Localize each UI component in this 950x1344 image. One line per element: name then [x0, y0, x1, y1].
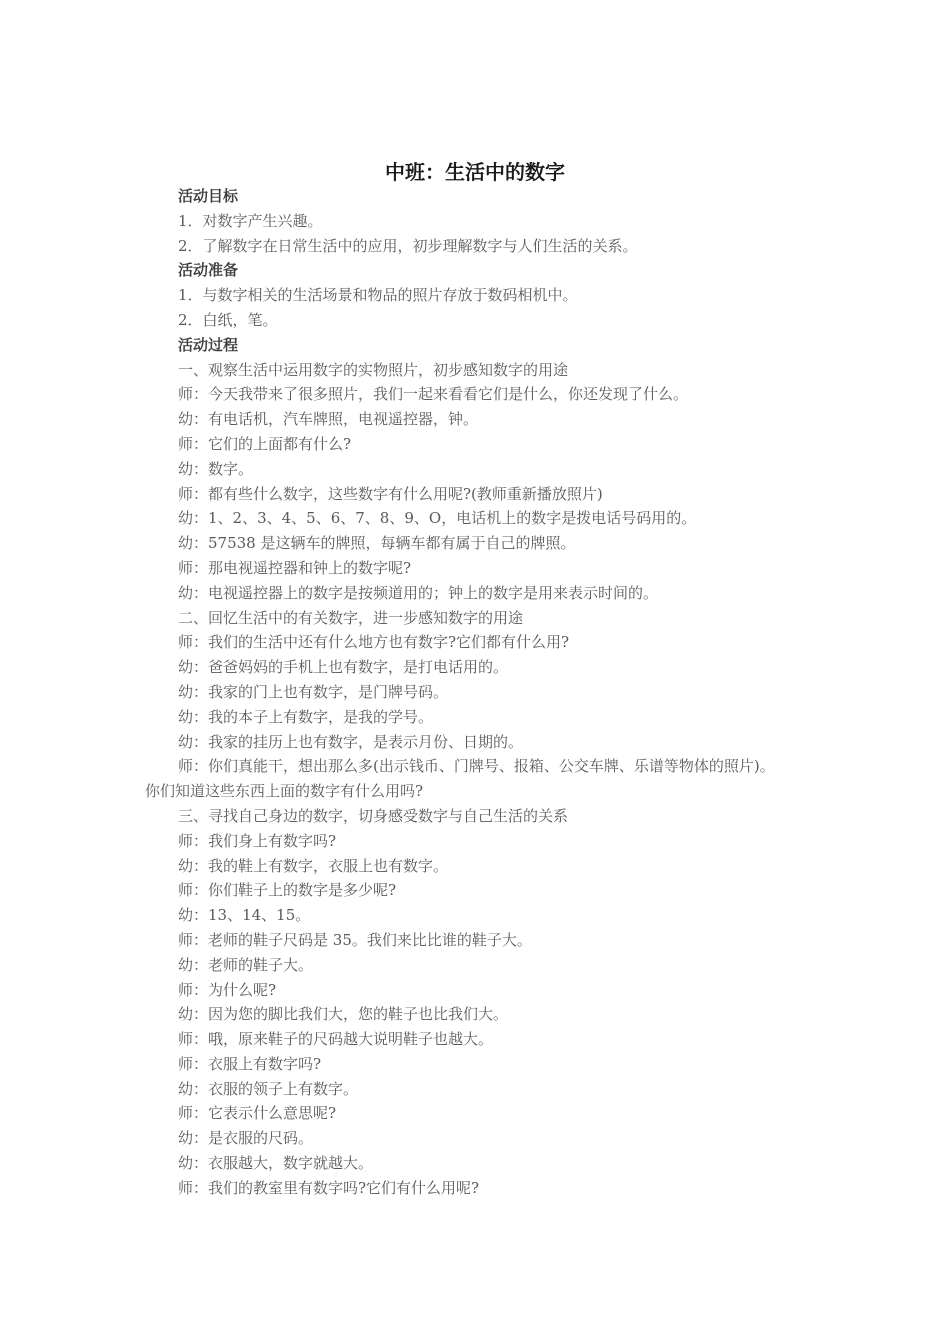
dialogue-line: 幼：电视遥控器上的数字是按频道用的；钟上的数字是用来表示时间的。 [178, 583, 659, 602]
subsection-heading: 一、观察生活中运用数字的实物照片，初步感知数字的用途 [178, 360, 569, 379]
dialogue-line: 幼：衣服的领子上有数字。 [178, 1079, 359, 1098]
section-heading-goals: 活动目标 [178, 187, 239, 205]
section-heading-preparation: 活动准备 [178, 261, 239, 280]
dialogue-line: 幼：我的本子上有数字，是我的学号。 [178, 707, 434, 726]
dialogue-line: 师：它们的上面都有什么? [178, 434, 352, 453]
paragraph-line: 2．了解数字在日常生活中的应用，初步理解数字与人们生活的关系。 [178, 236, 638, 255]
dialogue-line: 幼：老师的鞋子大。 [178, 955, 314, 974]
paragraph-line: 1．与数字相关的生活场景和物品的照片存放于数码相机中。 [178, 286, 578, 305]
dialogue-line: 幼：衣服越大，数字就越大。 [178, 1154, 374, 1173]
dialogue-line-continuation: 你们知道这些东西上面的数字有什么用吗? [145, 782, 424, 801]
dialogue-line: 幼：1、2、3、4、5、6、7、8、9、O，电话机上的数字是拨电话号码用的。 [178, 509, 697, 528]
document-title: 中班：生活中的数字 [385, 160, 565, 184]
document-body [145, 184, 825, 1201]
paragraph-line: 1．对数字产生兴趣。 [178, 211, 323, 230]
dialogue-line: 师：都有些什么数字，这些数字有什么用呢?(教师重新播放照片) [178, 484, 603, 503]
section-heading-process: 活动过程 [178, 335, 239, 354]
dialogue-line: 师：今天我带来了很多照片，我们一起来看看它们是什么，你还发现了什么。 [178, 385, 689, 404]
subsection-heading: 三、寻找自己身边的数字，切身感受数字与自己生活的关系 [178, 806, 569, 825]
dialogue-line: 幼：我家的挂历上也有数字，是表示月份、日期的。 [178, 732, 524, 751]
dialogue-line: 师：你们鞋子上的数字是多少呢? [178, 881, 397, 900]
dialogue-line: 幼：我的鞋上有数字，衣服上也有数字。 [178, 856, 449, 875]
dialogue-line: 师：我们的生活中还有什么地方也有数字?它们都有什么用? [178, 633, 570, 652]
dialogue-line: 师：老师的鞋子尺码是 35。我们来比比谁的鞋子大。 [178, 930, 532, 949]
paragraph-line: 2．白纸，笔。 [178, 310, 278, 329]
dialogue-line: 师：你们真能干，想出那么多(出示钱币、门牌号、报箱、公交车牌、乐谱等物体的照片)。 [178, 757, 775, 776]
dialogue-line: 师：我们身上有数字吗? [178, 831, 337, 850]
dialogue-line: 幼：因为您的脚比我们大，您的鞋子也比我们大。 [178, 1005, 509, 1024]
dialogue-line: 师：为什么呢? [178, 980, 277, 999]
dialogue-line: 幼：57538 是这辆车的牌照，每辆车都有属于自己的牌照。 [178, 534, 576, 553]
dialogue-line: 幼：我家的门上也有数字，是门牌号码。 [178, 682, 449, 701]
dialogue-line: 幼：数字。 [178, 459, 254, 478]
dialogue-line: 师：衣服上有数字吗? [178, 1054, 322, 1073]
dialogue-line: 幼：是衣服的尺码。 [178, 1129, 314, 1148]
dialogue-line: 师：我们的教室里有数字吗?它们有什么用呢? [178, 1178, 480, 1197]
dialogue-line: 幼：爸爸妈妈的手机上也有数字，是打电话用的。 [178, 658, 509, 677]
dialogue-line: 师：它表示什么意思呢? [178, 1104, 337, 1123]
dialogue-line: 幼：13、14、15。 [178, 906, 311, 925]
dialogue-line: 幼：有电话机，汽车牌照，电视遥控器，钟。 [178, 410, 479, 429]
dialogue-line: 师：那电视遥控器和钟上的数字呢? [178, 558, 412, 577]
subsection-heading: 二、回忆生活中的有关数字，进一步感知数字的用途 [178, 608, 524, 627]
dialogue-line: 师：哦，原来鞋子的尺码越大说明鞋子也越大。 [178, 1030, 494, 1049]
